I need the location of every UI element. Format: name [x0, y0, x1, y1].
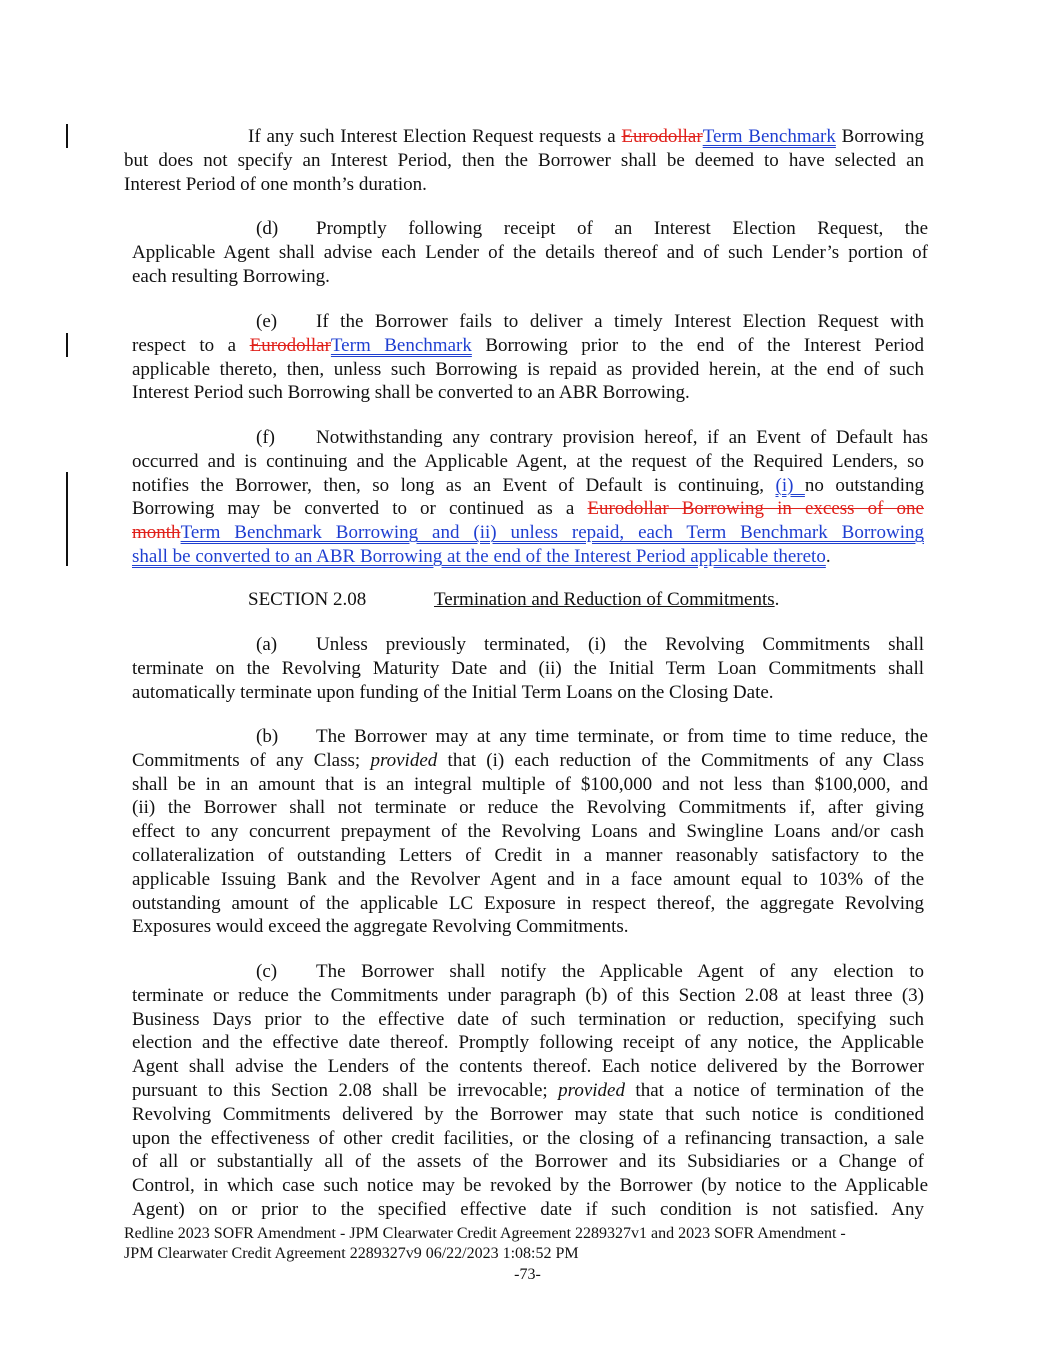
paragraph-label: (b)	[256, 726, 279, 747]
text-line: shall be in an amount that is an integral multiple of $100,000 and not less than $100,000, and	[132, 773, 928, 795]
text-line	[132, 725, 928, 749]
text-line: Business Days prior to the effective date of such termination or reduction, specifying such	[132, 1008, 924, 1030]
deleted-text: month	[132, 522, 181, 544]
text-line: outstanding amount of the applicable LC Exposure in respect thereof, the aggregate Revolving	[132, 892, 924, 914]
section-number: SECTION 2.08	[248, 589, 367, 610]
text-line: Agent shall advise the Lenders of the contents thereof. Each notice delivered by the Borrower	[132, 1056, 924, 1078]
text-line: applicable Issuing Bank and the Revolver Agent and in a face amount equal to 103% of the	[132, 868, 924, 890]
text-line: (ii) the Borrower shall not terminate or reduce the Revolving Commitments if, after giving	[132, 797, 924, 819]
section-title: Termination and Reduction of Commitments	[434, 589, 775, 610]
text-line	[132, 960, 924, 984]
text-line: of all or substantially all of the assets of the Borrower and its Subsidiaries or a Change of	[132, 1151, 924, 1173]
text-line: upon the effectiveness of other credit facilities, or the closing of a refinancing transaction, a sale	[132, 1127, 924, 1149]
text-line: each resulting Borrowing.	[132, 265, 330, 287]
text-line: Interest Period such Borrowing shall be converted to an ABR Borrowing.	[132, 382, 690, 404]
text-run: Borrowing prior to the end of the Interest Period	[471, 334, 924, 356]
text-line	[132, 749, 924, 773]
deleted-text: Eurodollar	[249, 334, 331, 356]
text-run: The Borrower may at any time terminate, or from time to time reduce, the	[316, 726, 928, 747]
deleted-text: Eurodollar	[621, 126, 703, 147]
footer-line: Redline 2023 SOFR Amendment - JPM Clearwater Credit Agreement 2289327v1 and 2023 SOFR Amendment -	[124, 1225, 846, 1242]
text-line: but does not specify an Interest Period, then the Borrower shall be deemed to have selected an	[124, 149, 924, 171]
text-line	[132, 217, 928, 241]
paragraph-a	[132, 633, 924, 704]
text-line: terminate or reduce the Commitments under paragraph (b) of this Section 2.08 at least three (3)	[132, 984, 924, 1006]
text-line: election and the effective date thereof. Promptly following receipt of any notice, the Applicable	[132, 1032, 924, 1054]
text-run: that (i) each reduction of the Commitments of any Class	[437, 749, 925, 771]
text-line: Exposures would exceed the aggregate Revolving Commitments.	[132, 916, 629, 938]
page-number: -73-	[514, 1266, 541, 1283]
change-bar	[66, 472, 68, 566]
text-line	[132, 633, 924, 657]
paragraph-label: (c)	[256, 961, 278, 982]
text-line: Applicable Agent shall advise each Lender of the details thereof and of such Lender’s portion of	[132, 241, 928, 263]
text-run: notifies the Borrower, then, so long as an Event of Default is continuing,	[132, 474, 776, 496]
deleted-text: Eurodollar Borrowing in excess of one	[587, 498, 924, 520]
text-run: If the Borrower fails to deliver a timely Interest Election Request with	[316, 311, 924, 332]
text-run: respect to a	[132, 334, 250, 356]
paragraph-label: (f)	[256, 427, 275, 448]
text-line: terminate on the Revolving Maturity Date and (ii) the Initial Term Loan Commitments shall	[132, 657, 924, 679]
text-line	[132, 545, 928, 569]
inserted-text: Term Benchmark	[330, 334, 472, 356]
text-line	[132, 334, 924, 358]
text-line: Control, in which case such notice may be revoked by the Borrower (by notice to the Applicable	[132, 1175, 928, 1197]
text-line	[132, 521, 924, 545]
text-run: Promptly following receipt of an Interest Election Request, the	[316, 218, 928, 239]
text-line: Interest Period of one month’s duration.	[124, 173, 427, 195]
paragraph-d	[132, 217, 928, 288]
inserted-text: Term Benchmark Borrowing and (ii) unless repaid, each Term Benchmark Borrowing	[180, 522, 924, 544]
text-line: effect to any concurrent prepayment of the Revolving Loans and Swingline Loans and/or cash	[132, 821, 924, 843]
footer	[124, 1224, 924, 1263]
inserted-text: shall be converted to an ABR Borrowing at the end of the Interest Period applicable thereto	[132, 545, 826, 567]
section-heading	[248, 588, 779, 612]
text-line	[132, 1079, 924, 1103]
text-run: The Borrower shall notify the Applicable Agent of any election to	[316, 961, 924, 982]
text-run: pursuant to this Section 2.08 shall be irrevocable;	[132, 1079, 559, 1101]
emphasis: provided	[370, 749, 438, 771]
text-line	[132, 426, 928, 450]
text-line	[132, 474, 924, 498]
text-run: Unless previously terminated, (i) the Revolving Commitments shall	[316, 634, 924, 655]
inserted-text: Term Benchmark	[702, 126, 836, 147]
text-run: no outstanding	[804, 474, 924, 496]
text-line: Agent) on or prior to the specified effective date if such condition is not satisfied. Any	[132, 1198, 924, 1220]
inserted-text: (i)	[775, 474, 805, 496]
text-line	[132, 310, 924, 334]
footer-line: JPM Clearwater Credit Agreement 2289327v9 06/22/2023 1:08:52 PM	[124, 1244, 579, 1262]
text-line: applicable thereto, then, unless such Borrowing is repaid as provided herein, at the end of such	[132, 358, 924, 380]
text-run: .	[774, 589, 780, 610]
paragraph-label: (a)	[256, 634, 278, 655]
text-run: that a notice of termination of the	[624, 1079, 924, 1101]
text-run: Borrowing may be converted to or continued as a	[132, 498, 588, 520]
paragraph-intro	[124, 125, 924, 196]
text-line: Revolving Commitments delivered by the Borrower may state that such notice is conditioned	[132, 1103, 924, 1125]
paragraph-c	[132, 960, 928, 1222]
text-run: Borrowing	[835, 126, 924, 147]
text-line	[124, 125, 924, 149]
paragraph-label: (d)	[256, 218, 279, 239]
text-line: automatically terminate upon funding of the Initial Term Loans on the Closing Date.	[132, 681, 774, 703]
emphasis: provided	[558, 1079, 625, 1101]
text-line: occurred and is continuing and the Applicable Agent, at the request of the Required Lenders, so	[132, 450, 924, 472]
text-run: Notwithstanding any contrary provision hereof, if an Event of Default has	[316, 427, 928, 448]
paragraph-label: (e)	[256, 311, 278, 332]
text-run: If any such Interest Election Request requests a	[248, 126, 622, 147]
paragraph-b	[132, 725, 928, 939]
paragraph-f	[132, 426, 928, 569]
text-run: Commitments of any Class;	[132, 749, 371, 771]
text-line	[132, 497, 924, 521]
text-run: .	[825, 545, 831, 567]
paragraph-e	[132, 310, 924, 405]
text-line: collateralization of outstanding Letters of Credit in a manner reasonably satisfactory to the	[132, 844, 924, 866]
change-bar	[66, 124, 68, 148]
change-bar	[66, 333, 68, 357]
